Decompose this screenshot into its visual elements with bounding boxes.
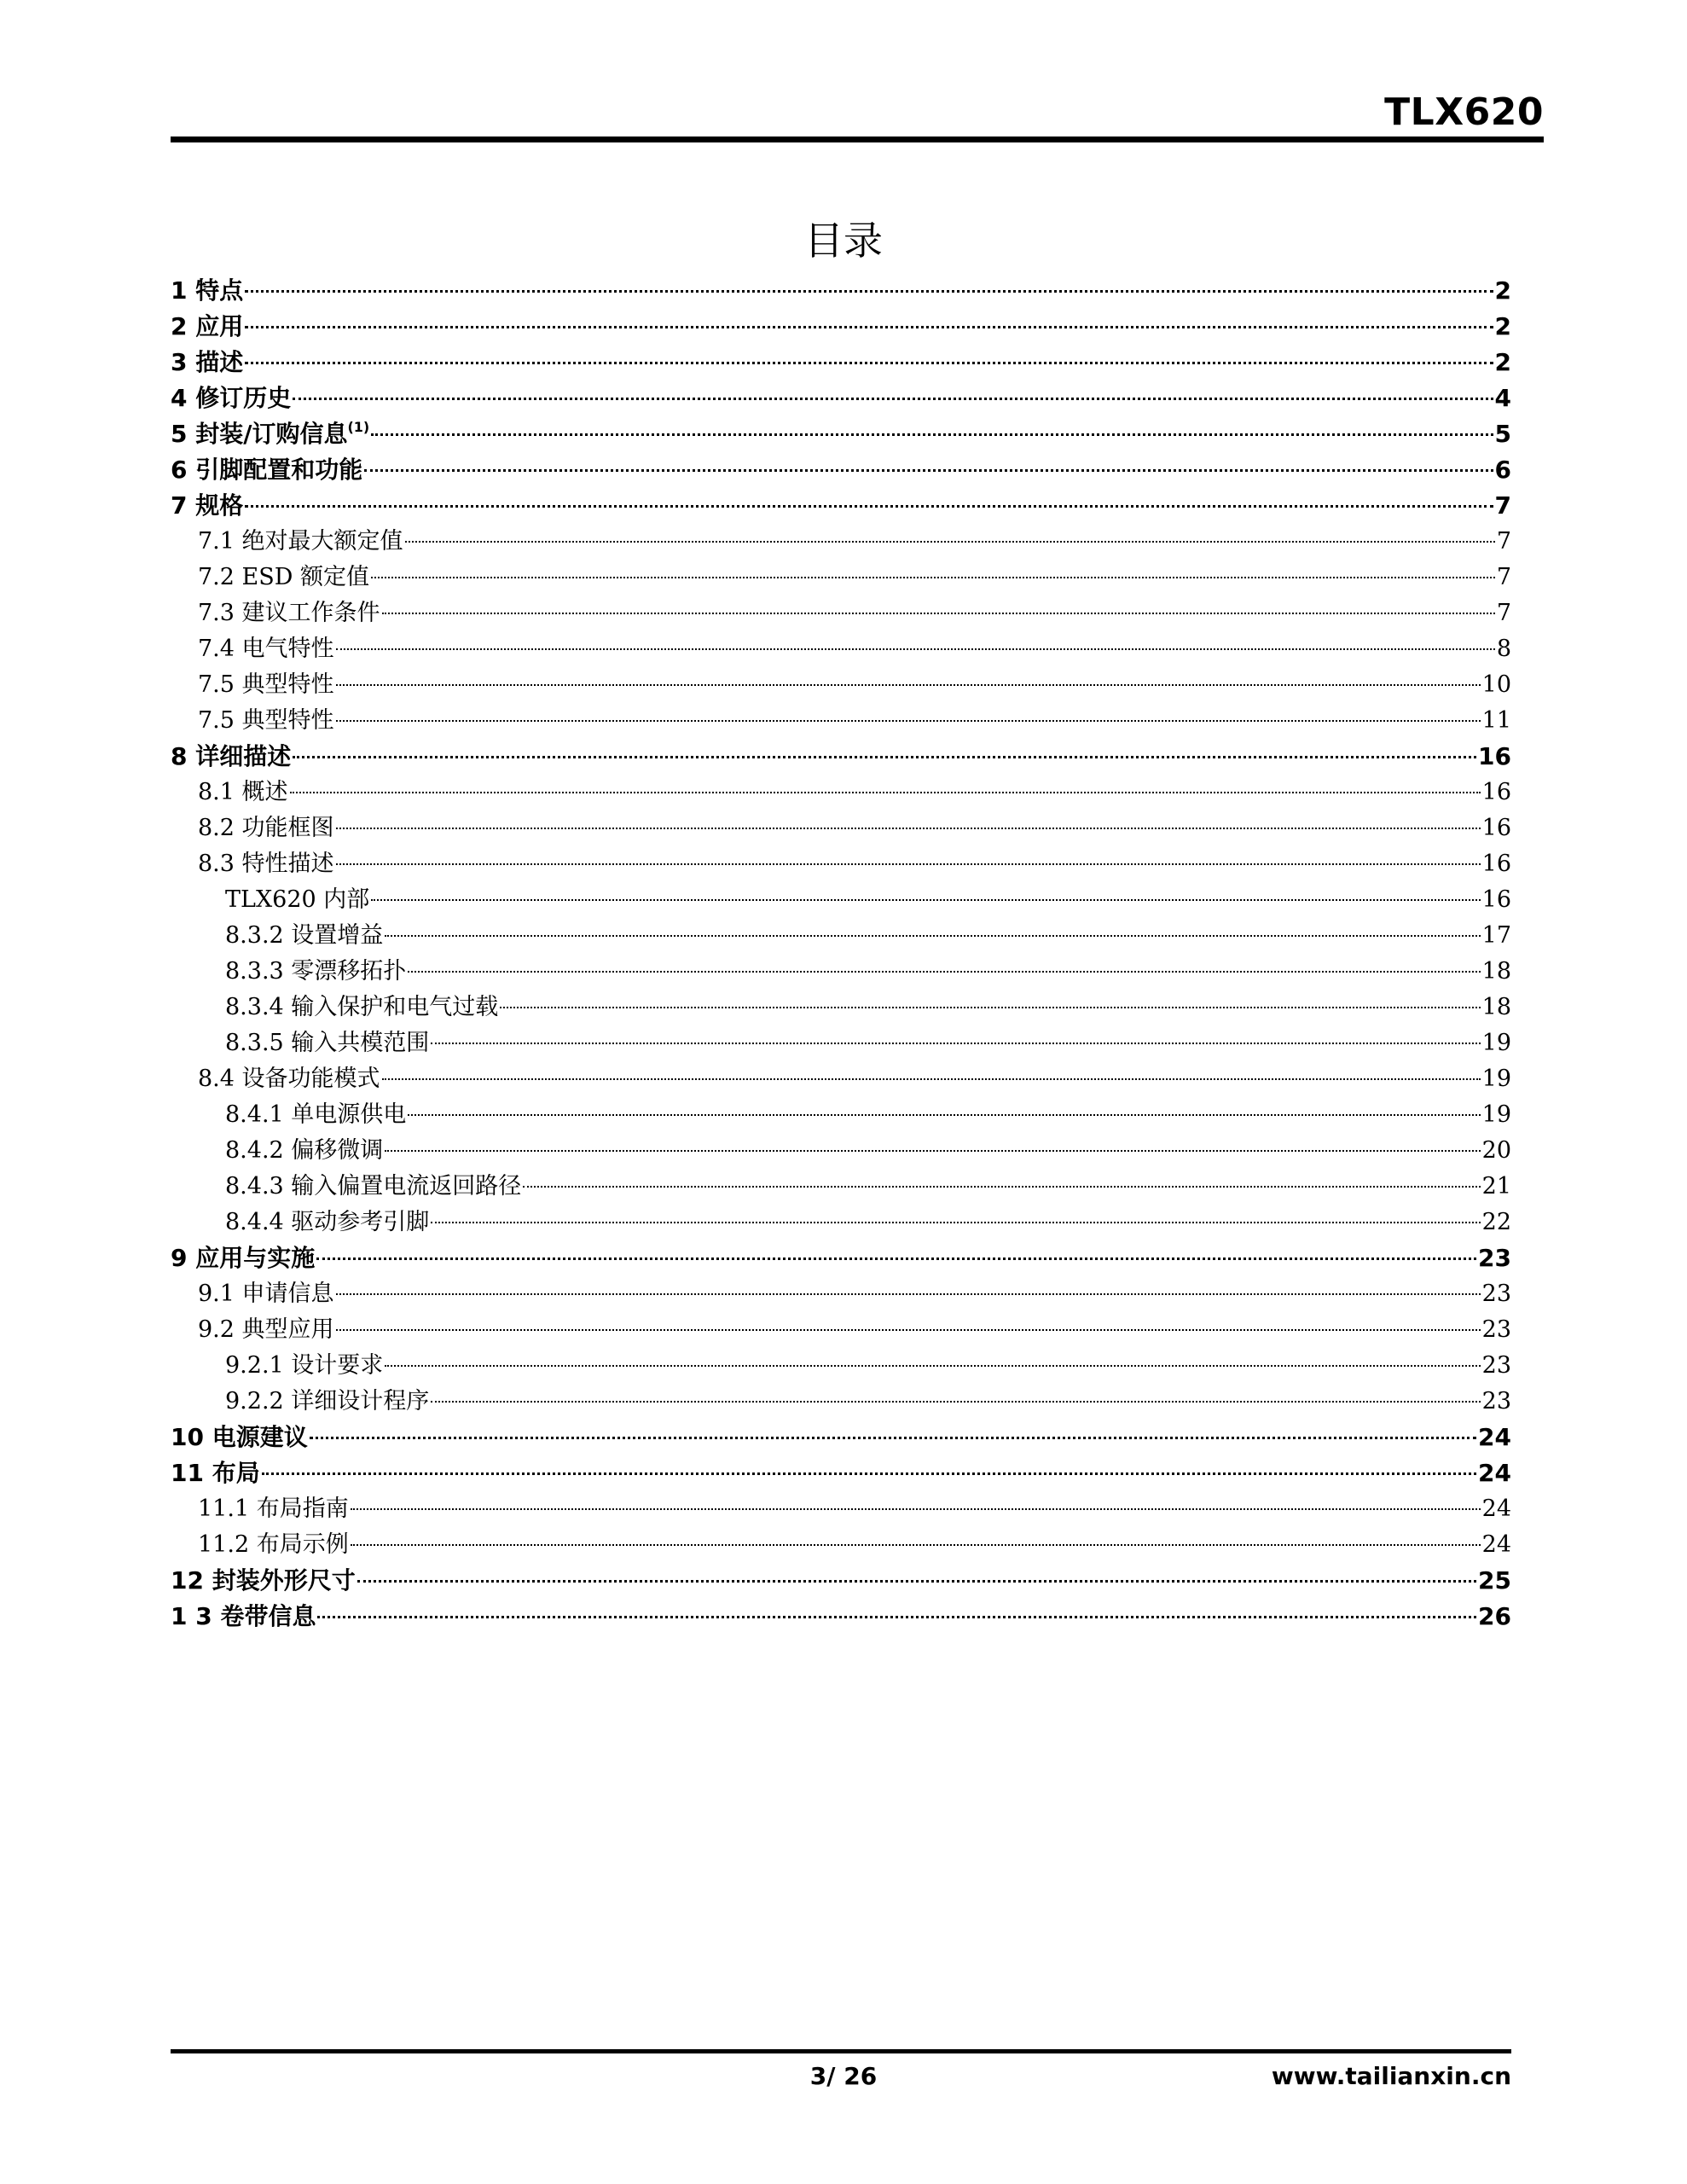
toc-entry-page-number: 16 bbox=[1481, 815, 1511, 841]
toc-entry-page-number: 23 bbox=[1478, 1244, 1511, 1272]
toc-entry-page-number: 19 bbox=[1481, 1101, 1511, 1128]
toc-entry[interactable] bbox=[171, 1348, 1511, 1384]
toc-dot-leader bbox=[245, 326, 1493, 328]
toc-dot-leader bbox=[245, 505, 1493, 508]
toc-entry-label-text: 7.2 ESD 额定值 bbox=[198, 564, 369, 590]
toc-entry-page-number: 7 bbox=[1496, 528, 1511, 555]
toc-entry[interactable] bbox=[171, 1025, 1511, 1061]
toc-entry[interactable] bbox=[171, 1491, 1511, 1527]
toc-entry-label-text: 10 电源建议 bbox=[171, 1423, 308, 1451]
toc-entry[interactable] bbox=[171, 990, 1511, 1025]
toc-entry-label-text: 8.3.4 输入保护和电气过载 bbox=[225, 994, 499, 1020]
toc-entry-label bbox=[225, 1384, 429, 1420]
toc-entry-label bbox=[225, 1097, 406, 1133]
toc-entry-page-number: 23 bbox=[1481, 1281, 1511, 1307]
toc-dot-leader bbox=[316, 1258, 1476, 1260]
toc-entry-label-text: 8.4.1 单电源供电 bbox=[225, 1101, 407, 1128]
toc-entry-label bbox=[198, 1276, 334, 1312]
toc-dot-leader bbox=[371, 433, 1493, 436]
toc-entry-label-text: 7.4 电气特性 bbox=[198, 636, 334, 662]
toc-entry-label bbox=[171, 1240, 315, 1276]
toc-entry-label-text: 4 修订历史 bbox=[171, 384, 292, 412]
toc-dot-leader bbox=[431, 1222, 1480, 1223]
toc-entry-label bbox=[198, 1061, 380, 1097]
toc-entry-page-number: 18 bbox=[1481, 994, 1511, 1020]
toc-entry-page-number: 19 bbox=[1481, 1030, 1511, 1056]
toc-dot-leader bbox=[245, 290, 1493, 293]
toc-entry-label bbox=[198, 810, 334, 846]
toc-dot-leader bbox=[371, 899, 1480, 901]
toc-entry-page-number: 5 bbox=[1494, 420, 1511, 448]
toc-entry-page-number: 24 bbox=[1478, 1423, 1511, 1451]
toc-entry-page-number: 7 bbox=[1494, 491, 1511, 520]
toc-entry[interactable] bbox=[171, 667, 1511, 703]
toc-entry[interactable] bbox=[171, 810, 1511, 846]
toc-entry-label-text: 8.2 功能框图 bbox=[198, 815, 334, 841]
toc-entry-page-number: 24 bbox=[1478, 1459, 1511, 1487]
toc-entry[interactable] bbox=[171, 1455, 1511, 1491]
toc-entry[interactable] bbox=[171, 452, 1511, 488]
toc-entry-label-text: 7.5 典型特性 bbox=[198, 707, 334, 734]
toc-entry-page-number: 22 bbox=[1481, 1209, 1511, 1235]
toc-entry-label-text: 1 特点 bbox=[171, 276, 244, 305]
toc-entry[interactable] bbox=[171, 1240, 1511, 1276]
footer-website-link[interactable]: www.tailianxin.cn bbox=[1271, 2062, 1511, 2090]
toc-entry-page-number: 7 bbox=[1496, 600, 1511, 626]
toc-entry-page-number: 19 bbox=[1481, 1066, 1511, 1092]
toc-entry-page-number: 16 bbox=[1478, 742, 1511, 770]
toc-entry-label bbox=[198, 1527, 349, 1563]
toc-dot-leader bbox=[523, 1186, 1480, 1188]
toc-entry[interactable] bbox=[171, 1061, 1511, 1097]
toc-entry-label bbox=[225, 1205, 429, 1240]
toc-entry-label bbox=[171, 273, 243, 309]
toc-dot-leader bbox=[290, 792, 1481, 793]
toc-dot-leader bbox=[336, 1329, 1481, 1331]
toc-entry-label bbox=[198, 1491, 349, 1527]
toc-entry-page-number: 25 bbox=[1478, 1566, 1511, 1594]
toc-dot-leader bbox=[357, 1580, 1476, 1583]
toc-entry-label bbox=[225, 990, 498, 1025]
toc-entry[interactable] bbox=[171, 380, 1511, 416]
toc-entry[interactable] bbox=[171, 416, 1511, 452]
header-divider bbox=[171, 136, 1544, 142]
toc-entry-label-text: 9.2.2 详细设计程序 bbox=[225, 1388, 430, 1414]
toc-entry-label-text: 8.4.4 驱动参考引脚 bbox=[225, 1209, 430, 1235]
toc-entry-label-text: 9.2 典型应用 bbox=[198, 1316, 334, 1343]
toc-dot-leader bbox=[262, 1472, 1476, 1475]
toc-entry-label-text: 12 封装外形尺寸 bbox=[171, 1566, 356, 1594]
toc-entry[interactable] bbox=[171, 703, 1511, 739]
toc-entry-page-number: 6 bbox=[1494, 456, 1511, 484]
toc-entry-footnote-marker: (1) bbox=[347, 419, 370, 435]
toc-entry-label-text: 9 应用与实施 bbox=[171, 1244, 316, 1272]
toc-entry[interactable] bbox=[171, 1384, 1511, 1420]
footer-page-number: 3/ 26 bbox=[809, 2062, 878, 2090]
toc-entry[interactable] bbox=[171, 1527, 1511, 1563]
toc-entry-page-number: 4 bbox=[1494, 384, 1511, 412]
toc-entry-label-text: 8.4 设备功能模式 bbox=[198, 1066, 380, 1092]
toc-entry-page-number: 24 bbox=[1481, 1496, 1511, 1522]
toc-entry[interactable] bbox=[171, 1097, 1511, 1133]
toc-entry-label-text: 7.1 绝对最大额定值 bbox=[198, 528, 403, 555]
toc-entry-label-text: 8.1 概述 bbox=[198, 779, 288, 805]
toc-entry[interactable] bbox=[171, 1169, 1511, 1205]
toc-dot-leader bbox=[293, 756, 1476, 758]
toc-entry-label bbox=[171, 1420, 308, 1455]
toc-entry[interactable] bbox=[171, 595, 1511, 631]
toc-entry-page-number: 11 bbox=[1481, 707, 1511, 734]
toc-dot-leader bbox=[310, 1437, 1476, 1439]
toc-entry-page-number: 16 bbox=[1481, 851, 1511, 877]
toc-entry-label-text: 9.1 申请信息 bbox=[198, 1281, 334, 1307]
toc-dot-leader bbox=[317, 1616, 1476, 1618]
toc-entry[interactable] bbox=[171, 918, 1511, 954]
toc-entry[interactable] bbox=[171, 739, 1511, 775]
toc-entry-page-number: 16 bbox=[1481, 886, 1511, 913]
toc-entry-label-text: 1 3 卷带信息 bbox=[171, 1602, 316, 1630]
toc-entry-label bbox=[171, 416, 369, 452]
toc-entry-label-text: 11.2 布局示例 bbox=[198, 1531, 349, 1558]
toc-dot-leader bbox=[385, 1365, 1480, 1367]
toc-dot-leader bbox=[408, 1114, 1480, 1116]
toc-entry-label-text: 8 详细描述 bbox=[171, 742, 292, 770]
toc-entry-page-number: 23 bbox=[1481, 1388, 1511, 1414]
footer-divider bbox=[171, 2049, 1511, 2053]
toc-entry-label bbox=[171, 488, 243, 524]
toc-dot-leader bbox=[245, 362, 1493, 364]
toc-dot-leader bbox=[336, 720, 1481, 722]
toc-entry[interactable] bbox=[171, 309, 1511, 345]
toc-entry-label-text: 9.2.1 设计要求 bbox=[225, 1352, 384, 1379]
table-of-contents bbox=[171, 273, 1511, 1635]
toc-entry-label-text: 2 应用 bbox=[171, 312, 244, 340]
toc-entry[interactable] bbox=[171, 1205, 1511, 1240]
toc-entry-label-text: 11 布局 bbox=[171, 1459, 260, 1487]
toc-entry[interactable] bbox=[171, 1133, 1511, 1169]
toc-entry[interactable] bbox=[171, 1276, 1511, 1312]
toc-dot-leader bbox=[336, 1293, 1481, 1295]
toc-dot-leader bbox=[408, 971, 1480, 973]
toc-entry-label-text: 3 描述 bbox=[171, 348, 244, 376]
toc-entry-page-number: 8 bbox=[1496, 636, 1511, 662]
toc-entry-label bbox=[225, 918, 383, 954]
toc-entry-label bbox=[225, 1133, 383, 1169]
toc-entry-label-text: 8.3.3 零漂移拓扑 bbox=[225, 958, 407, 985]
toc-entry-page-number: 21 bbox=[1481, 1173, 1511, 1199]
toc-entry-label bbox=[225, 954, 406, 990]
toc-dot-leader bbox=[371, 577, 1495, 578]
toc-entry-page-number: 10 bbox=[1481, 671, 1511, 698]
toc-entry-page-number: 23 bbox=[1481, 1316, 1511, 1343]
toc-entry[interactable] bbox=[171, 1599, 1511, 1635]
toc-entry-label bbox=[225, 1348, 383, 1384]
toc-entry-label-text: 7.5 典型特性 bbox=[198, 671, 334, 698]
toc-dot-leader bbox=[336, 684, 1481, 686]
toc-entry-page-number: 20 bbox=[1481, 1137, 1511, 1164]
toc-dot-leader bbox=[385, 935, 1480, 937]
toc-entry-label-text: 11.1 布局指南 bbox=[198, 1496, 349, 1522]
toc-entry-label-text: 8.3.2 设置增益 bbox=[225, 922, 384, 949]
toc-entry[interactable] bbox=[171, 775, 1511, 810]
toc-entry-label-text: 8.3 特性描述 bbox=[198, 851, 334, 877]
toc-entry-label bbox=[198, 560, 369, 595]
toc-entry[interactable] bbox=[171, 954, 1511, 990]
toc-entry-label bbox=[225, 1025, 429, 1061]
toc-dot-leader bbox=[385, 1150, 1480, 1152]
toc-entry-page-number: 7 bbox=[1496, 564, 1511, 590]
toc-dot-leader bbox=[336, 863, 1481, 865]
toc-entry-label-text: 5 封装/订购信息 bbox=[171, 420, 348, 448]
toc-entry[interactable] bbox=[171, 560, 1511, 595]
toc-entry-label-text: 8.4.3 输入偏置电流返回路径 bbox=[225, 1173, 522, 1199]
toc-entry-label bbox=[225, 1169, 521, 1205]
toc-entry[interactable] bbox=[171, 273, 1511, 309]
toc-title: 目录 bbox=[804, 218, 883, 264]
toc-entry-page-number: 2 bbox=[1494, 348, 1511, 376]
toc-dot-leader bbox=[351, 1508, 1481, 1510]
toc-entry-label-text: 8.3.5 输入共模范围 bbox=[225, 1030, 430, 1056]
toc-dot-leader bbox=[336, 828, 1481, 829]
toc-dot-leader bbox=[382, 1078, 1481, 1080]
toc-entry-label bbox=[171, 380, 291, 416]
toc-entry-label bbox=[171, 1599, 316, 1635]
toc-entry-label bbox=[198, 667, 334, 703]
toc-entry-label bbox=[198, 524, 403, 560]
toc-dot-leader bbox=[500, 1007, 1480, 1008]
toc-dot-leader bbox=[431, 1401, 1480, 1403]
toc-dot-leader bbox=[336, 648, 1495, 650]
toc-entry-page-number: 18 bbox=[1481, 958, 1511, 985]
toc-entry-label bbox=[171, 1563, 356, 1599]
toc-entry-label bbox=[225, 882, 369, 918]
toc-entry[interactable] bbox=[171, 1312, 1511, 1348]
toc-entry-label-text: 8.4.2 偏移微调 bbox=[225, 1137, 384, 1164]
toc-entry-page-number: 26 bbox=[1478, 1602, 1511, 1630]
toc-entry-label-text: 7 规格 bbox=[171, 491, 244, 520]
toc-entry[interactable] bbox=[171, 631, 1511, 667]
toc-entry-label-text: 6 引脚配置和功能 bbox=[171, 456, 363, 484]
toc-entry[interactable] bbox=[171, 524, 1511, 560]
toc-dot-leader bbox=[293, 398, 1493, 400]
toc-entry-label-text: TLX620 内部 bbox=[225, 886, 370, 913]
toc-entry-page-number: 23 bbox=[1481, 1352, 1511, 1379]
toc-dot-leader bbox=[351, 1544, 1481, 1546]
toc-entry-label bbox=[198, 1312, 334, 1348]
toc-entry-label bbox=[198, 703, 334, 739]
toc-dot-leader bbox=[382, 613, 1495, 614]
toc-entry-page-number: 2 bbox=[1494, 276, 1511, 305]
toc-entry-label-text: 7.3 建议工作条件 bbox=[198, 600, 380, 626]
toc-entry[interactable] bbox=[171, 882, 1511, 918]
toc-dot-leader bbox=[364, 469, 1493, 472]
toc-entry-page-number: 16 bbox=[1481, 779, 1511, 805]
toc-entry[interactable] bbox=[171, 488, 1511, 524]
toc-entry[interactable] bbox=[171, 1420, 1511, 1455]
toc-entry[interactable] bbox=[171, 846, 1511, 882]
toc-entry-label bbox=[198, 631, 334, 667]
document-header-title: TLX620 bbox=[1384, 90, 1544, 134]
toc-entry-label bbox=[171, 309, 243, 345]
toc-entry-label bbox=[198, 595, 380, 631]
toc-entry-page-number: 2 bbox=[1494, 312, 1511, 340]
toc-entry-label bbox=[171, 1455, 260, 1491]
toc-entry-page-number: 17 bbox=[1481, 922, 1511, 949]
toc-entry-page-number: 24 bbox=[1481, 1531, 1511, 1558]
toc-entry[interactable] bbox=[171, 345, 1511, 380]
toc-entry-label bbox=[171, 452, 362, 488]
toc-entry-label bbox=[198, 846, 334, 882]
toc-entry-label bbox=[171, 345, 243, 380]
toc-entry[interactable] bbox=[171, 1563, 1511, 1599]
toc-entry-label bbox=[171, 739, 291, 775]
toc-dot-leader bbox=[431, 1043, 1480, 1044]
toc-dot-leader bbox=[405, 541, 1495, 543]
toc-entry-label bbox=[198, 775, 288, 810]
